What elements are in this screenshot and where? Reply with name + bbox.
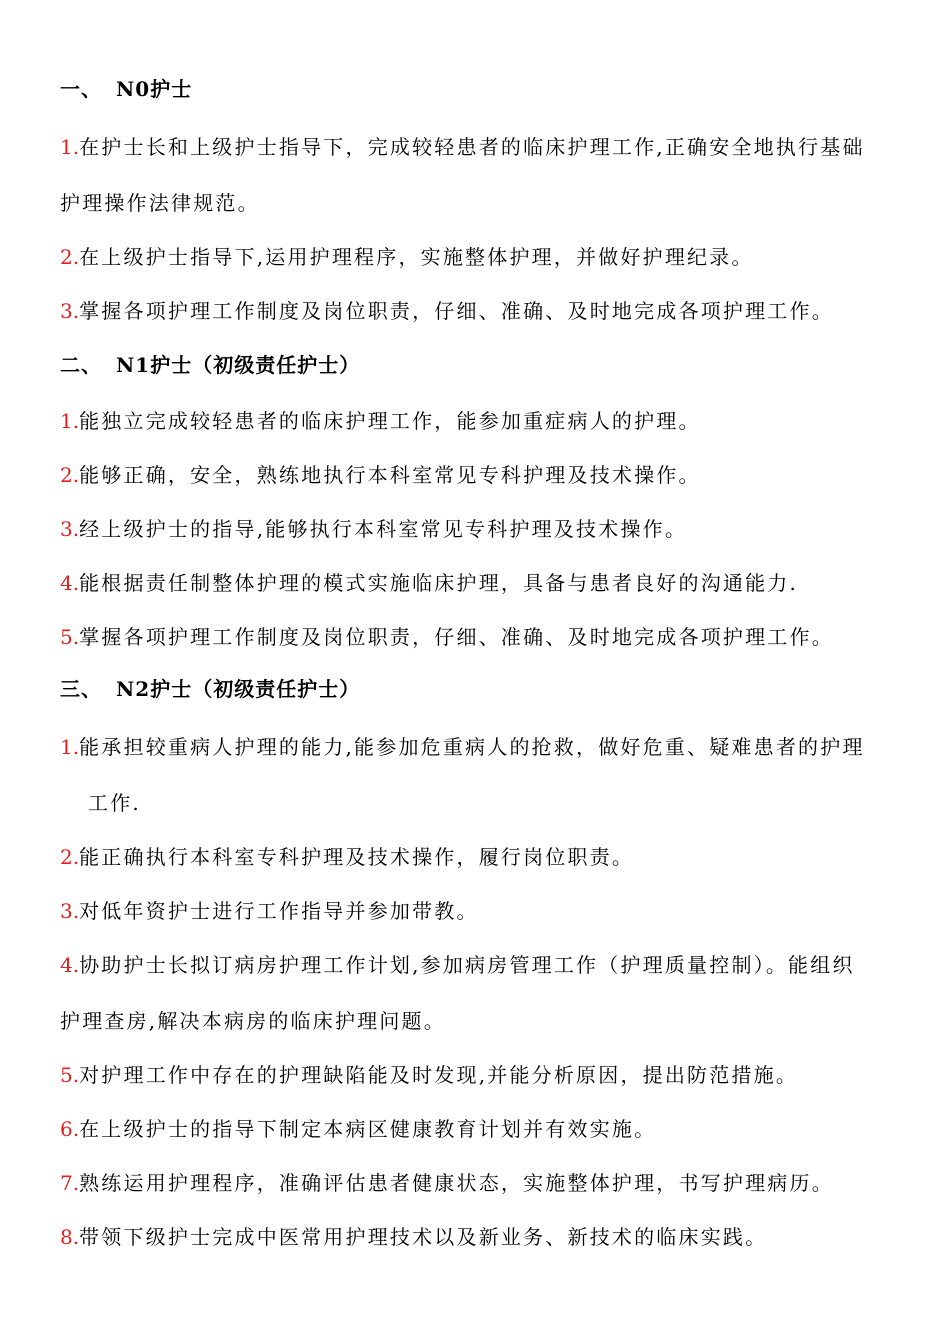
list-item: [60, 556, 900, 610]
section-number: 三、: [60, 677, 102, 701]
item-text: 能独立完成较轻患者的临床护理工作，能参加重症病人的护理。: [79, 409, 701, 433]
item-text: 熟练运用护理程序，准确评估患者健康状态，实施整体护理，书写护理病历。: [79, 1171, 834, 1195]
item-text: 能根据责任制整体护理的模式实施临床护理，具备与患者良好的沟通能力.: [79, 571, 799, 595]
section-title: N2护士（初级责任护士）: [116, 677, 361, 701]
item-text: 协助护士长拟订病房护理工作计划,参加病房管理工作（护理质量控制）。能组织: [79, 953, 855, 977]
item-text-continued: 护理操作法律规范。: [60, 191, 260, 215]
list-item: [60, 1210, 900, 1264]
list-item: [60, 230, 900, 284]
list-item: [60, 284, 900, 338]
list-item: [60, 938, 900, 992]
item-number: 5.: [60, 625, 80, 649]
item-text-continued: 工作.: [88, 791, 141, 815]
item-text: 能够正确，安全，熟练地执行本科室常见专科护理及技术操作。: [79, 463, 701, 487]
item-number: 3.: [60, 899, 80, 923]
list-item: [60, 1156, 900, 1210]
item-number: 2.: [60, 845, 80, 869]
item-text: 对护理工作中存在的护理缺陷能及时发现,并能分析原因，提出防范措施。: [79, 1063, 799, 1087]
section-heading: [60, 62, 900, 116]
list-item: [60, 720, 900, 774]
item-number: 3.: [60, 517, 80, 541]
item-number: 1.: [60, 735, 80, 759]
list-item: [60, 830, 900, 884]
section-number: 二、: [60, 353, 102, 377]
item-text: 经上级护士的指导,能够执行本科室常见专科护理及技术操作。: [79, 517, 688, 541]
item-number: 3.: [60, 299, 80, 323]
item-text: 掌握各项护理工作制度及岗位职责，仔细、准确、及时地完成各项护理工作。: [79, 625, 834, 649]
item-text: 在上级护士指导下,运用护理程序，实施整体护理，并做好护理纪录。: [79, 245, 754, 269]
item-text: 能正确执行本科室专科护理及技术操作，履行岗位职责。: [79, 845, 635, 869]
section-number: 一、: [60, 77, 102, 101]
item-text-continued: 护理查房,解决本病房的临床护理问题。: [60, 1009, 446, 1033]
item-text: 掌握各项护理工作制度及岗位职责，仔细、准确、及时地完成各项护理工作。: [79, 299, 834, 323]
list-item: [60, 1102, 900, 1156]
section-title: N1护士（初级责任护士）: [116, 353, 361, 377]
section-heading: [60, 662, 900, 716]
item-number: 2.: [60, 463, 80, 487]
list-item: [60, 448, 900, 502]
item-number: 6.: [60, 1117, 80, 1141]
item-text: 在上级护士的指导下制定本病区健康教育计划并有效实施。: [79, 1117, 657, 1141]
item-text: 能承担较重病人护理的能力,能参加危重病人的抢救，做好危重、疑难患者的护理: [79, 735, 865, 759]
list-item-continuation: [60, 176, 900, 230]
item-number: 4.: [60, 571, 80, 595]
item-number: 8.: [60, 1225, 80, 1249]
item-text: 对低年资护士进行工作指导并参加带教。: [79, 899, 479, 923]
list-item: [60, 1048, 900, 1102]
item-number: 1.: [60, 135, 80, 159]
list-item-continuation: [60, 776, 900, 830]
list-item: [60, 884, 900, 938]
item-number: 5.: [60, 1063, 80, 1087]
list-item: [60, 394, 900, 448]
item-number: 7.: [60, 1171, 80, 1195]
list-item: [60, 610, 900, 664]
list-item: [60, 502, 900, 556]
list-item-continuation: [60, 994, 900, 1048]
section-title: N0护士: [116, 77, 193, 101]
item-number: 2.: [60, 245, 80, 269]
item-text: 带领下级护士完成中医常用护理技术以及新业务、新技术的临床实践。: [79, 1225, 768, 1249]
item-text: 在护士长和上级护士指导下，完成较轻患者的临床护理工作,正确安全地执行基础: [79, 135, 865, 159]
item-number: 1.: [60, 409, 80, 433]
section-heading: [60, 338, 900, 392]
item-number: 4.: [60, 953, 80, 977]
list-item: [60, 120, 900, 174]
